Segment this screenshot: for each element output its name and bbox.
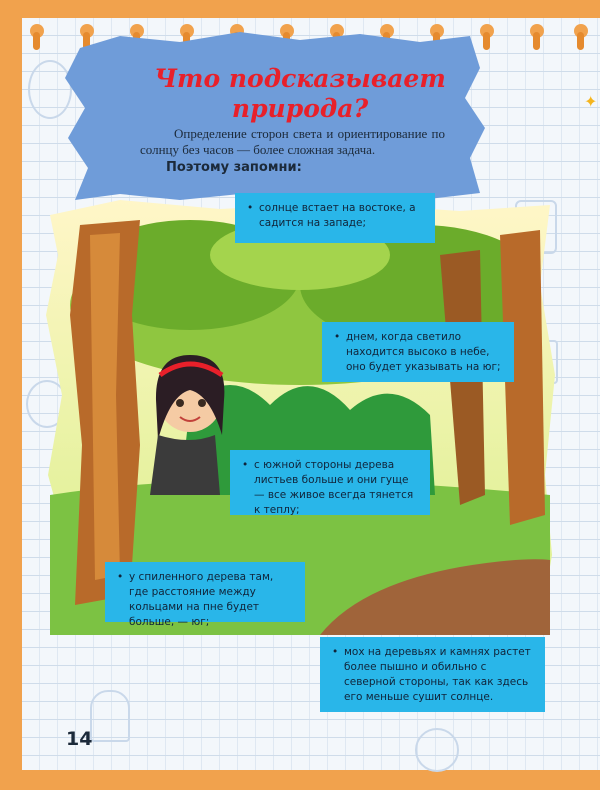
bullet: • [247,202,254,214]
tip-text: у спиленного дерева там, где расстояние между кольцами на пне будет больше, — юг; [129,571,274,628]
bullet: • [332,646,339,658]
remember-heading: Поэтому запомни: [166,160,302,175]
page-title: Что подсказывает природа? [154,64,446,123]
star-doodle-icon: ✦ [584,92,598,111]
pizza-doodle-icon [415,728,459,772]
tip-text: днем, когда светило находится высоко в небе, оно будет указывать на юг; [346,331,501,373]
intro-paragraph: Определение сторон света и ориентирование по солнцу без часов — более сложная задача. [140,126,445,157]
tip-card [322,322,514,382]
tip-card [230,450,430,515]
bullet: • [334,331,341,343]
binder-ring [577,32,584,50]
binder-ring [533,32,540,50]
tip-text: солнце встает на востоке, а садится на западе; [259,202,416,229]
tip-card [235,193,435,243]
flask-doodle-icon [90,690,130,742]
tip-card [320,637,545,712]
tip-card [105,562,305,628]
binder-ring [33,32,40,50]
tip-text: с южной стороны дерева листьев больше и они гуще — все живое всегда тянется к теплу; [254,459,414,516]
page-number: 14 [66,728,93,750]
bullet: • [117,571,124,583]
bullet: • [242,459,249,471]
tip-text: мох на деревьях и камнях растет более пышно и обильно с северной стороны, так как здесь его меньше сушит солнце. [344,646,531,703]
girl-body [150,435,220,495]
